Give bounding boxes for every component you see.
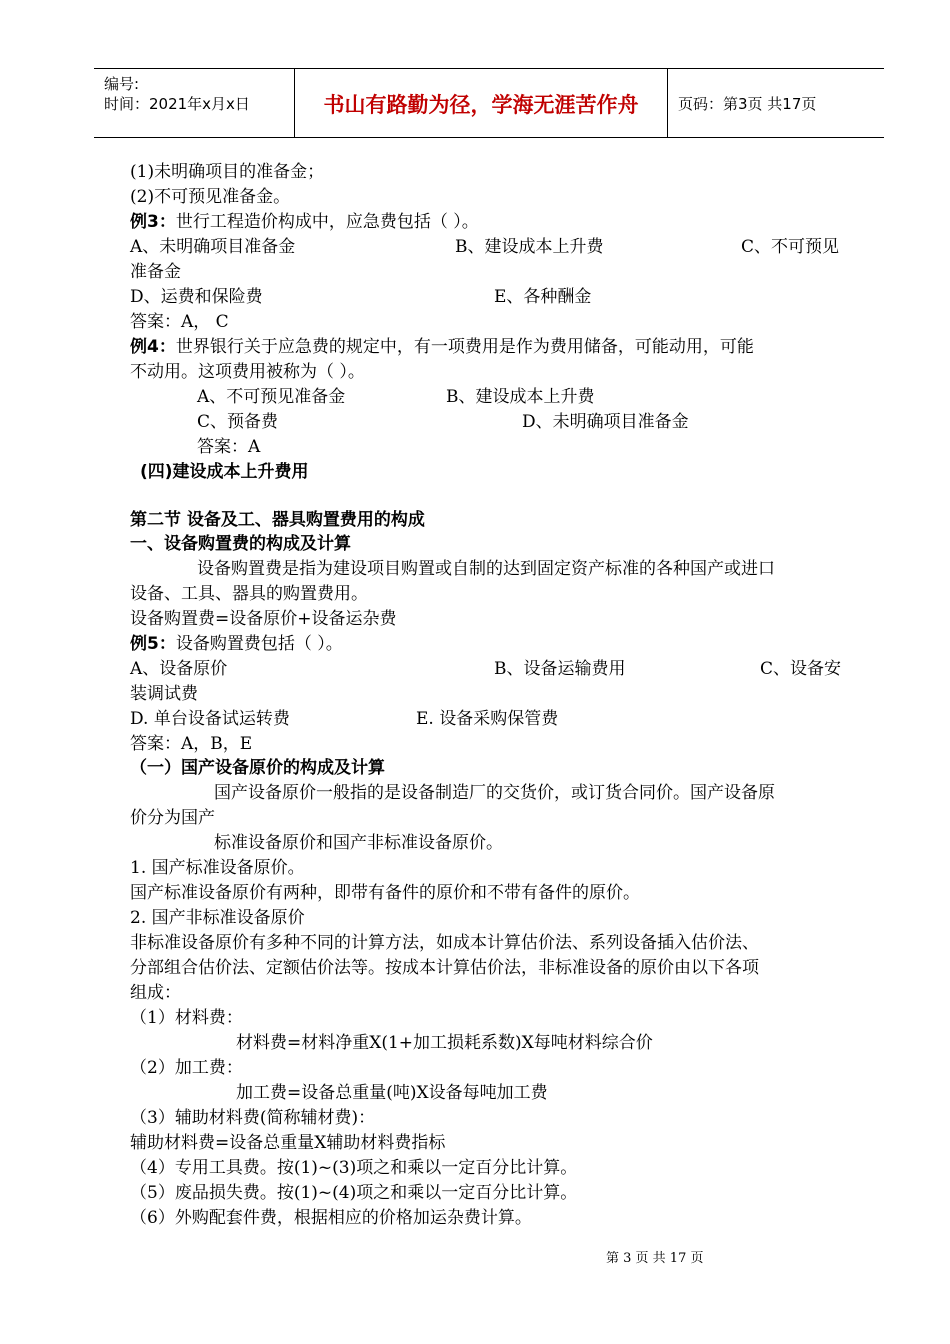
- body-line: 装调试费: [130, 684, 198, 704]
- section-heading: (四)建设成本上升费用: [140, 462, 309, 482]
- list-item: （6）外购配套件费，根据相应的价格加运杂费计算。: [130, 1208, 532, 1228]
- option: C、不可预见: [741, 237, 840, 257]
- option: A、不可预见准备金: [197, 387, 346, 407]
- option: C、设备安: [760, 659, 842, 679]
- paragraph-line: 分部组合估价法、定额估价法等。按成本计算估价法，非标准设备的原价由以下各项: [130, 958, 759, 978]
- formula: 加工费=设备总重量(吨)X设备每吨加工费: [236, 1083, 548, 1103]
- option: E. 设备采购保管费: [416, 709, 559, 729]
- list-item: （1）材料费：: [130, 1008, 243, 1028]
- option: B、建设成本上升费: [446, 387, 595, 407]
- list-item: （5）废品损失费。按(1)~(4)项之和乘以一定百分比计算。: [130, 1183, 578, 1203]
- page-header: [94, 68, 884, 138]
- paragraph-line: 组成：: [130, 983, 181, 1003]
- body-line: 国产标准设备原价有两种，即带有备件的原价和不带有备件的原价。: [130, 883, 640, 903]
- option: D. 单台设备试运转费: [130, 709, 290, 729]
- paragraph-line: 国产设备原价一般指的是设备制造厂的交货价，或订货合同价。国产设备原: [214, 783, 775, 803]
- paragraph-line: 设备、工具、器具的购置费用。: [130, 584, 368, 604]
- motto: 书山有路勤为径，学海无涯苦作舟: [323, 93, 639, 117]
- header-meta-cell: [94, 69, 295, 137]
- option: A、设备原价: [130, 659, 228, 679]
- answer: 答案：A，B，E: [130, 734, 253, 754]
- list-item: （3）辅助材料费(简称辅材费)：: [130, 1108, 376, 1128]
- option: E、各种酬金: [494, 287, 592, 307]
- option: C、预备费: [197, 412, 279, 432]
- formula: 辅助材料费=设备总重量X辅助材料费指标: [130, 1133, 446, 1153]
- body-line: 2. 国产非标准设备原价: [130, 908, 305, 928]
- code-label: 编号:: [104, 75, 140, 93]
- answer: 答案：A， C: [130, 312, 229, 332]
- header-page-cell: [668, 69, 884, 137]
- example-3-question: 例3：世行工程造价构成中，应急费包括（ ）。: [130, 212, 479, 232]
- answer: 答案：A: [197, 437, 261, 457]
- header-motto-cell: [295, 69, 668, 137]
- chapter-heading: 第二节 设备及工、器具购置费用的构成: [130, 510, 425, 530]
- list-item: （4）专用工具费。按(1)~(3)项之和乘以一定百分比计算。: [130, 1158, 578, 1178]
- time-label: 时间：2021年x月x日: [104, 95, 250, 113]
- example-label: 例3：: [130, 212, 176, 232]
- paragraph-line: 非标准设备原价有多种不同的计算方法，如成本计算估价法、系列设备插入估价法、: [130, 933, 759, 953]
- option: B、设备运输费用: [494, 659, 626, 679]
- paragraph-line: 价分为国产: [130, 808, 215, 828]
- list-item: （2）加工费：: [130, 1058, 243, 1078]
- body-line: (2)不可预见准备金。: [130, 187, 291, 207]
- example-5-question: 例5：设备购置费包括（ ）。: [130, 634, 343, 654]
- page-number-label: 页码：第3页 共17页: [678, 95, 817, 113]
- body-line: (1)未明确项目的准备金；: [130, 162, 325, 182]
- paragraph-line: 设备购置费是指为建设项目购置或自制的达到固定资产标准的各种国产或进口: [197, 559, 775, 579]
- body-line: 准备金: [130, 262, 181, 282]
- example-label: 例4：: [130, 337, 176, 357]
- example-4-question: 例4：世界银行关于应急费的规定中，有一项费用是作为费用储备，可能动用，可能: [130, 337, 754, 357]
- option: D、未明确项目准备金: [522, 412, 689, 432]
- section-heading: （一）国产设备原价的构成及计算: [130, 758, 385, 778]
- body-line: 不动用。这项费用被称为（ ）。: [130, 362, 365, 382]
- formula: 设备购置费=设备原价+设备运杂费: [130, 609, 397, 629]
- section-heading: 一、设备购置费的构成及计算: [130, 534, 351, 554]
- option: A、未明确项目准备金: [130, 237, 296, 257]
- option: D、运费和保险费: [130, 287, 263, 307]
- example-label: 例5：: [130, 634, 176, 654]
- page-footer: 第 3 页 共 17 页: [606, 1251, 704, 1266]
- body-line: 1. 国产标准设备原价。: [130, 858, 305, 878]
- formula: 材料费=材料净重X(1+加工损耗系数)X每吨材料综合价: [236, 1033, 653, 1053]
- paragraph-line: 标准设备原价和国产非标准设备原价。: [214, 833, 503, 853]
- option: B、建设成本上升费: [455, 237, 604, 257]
